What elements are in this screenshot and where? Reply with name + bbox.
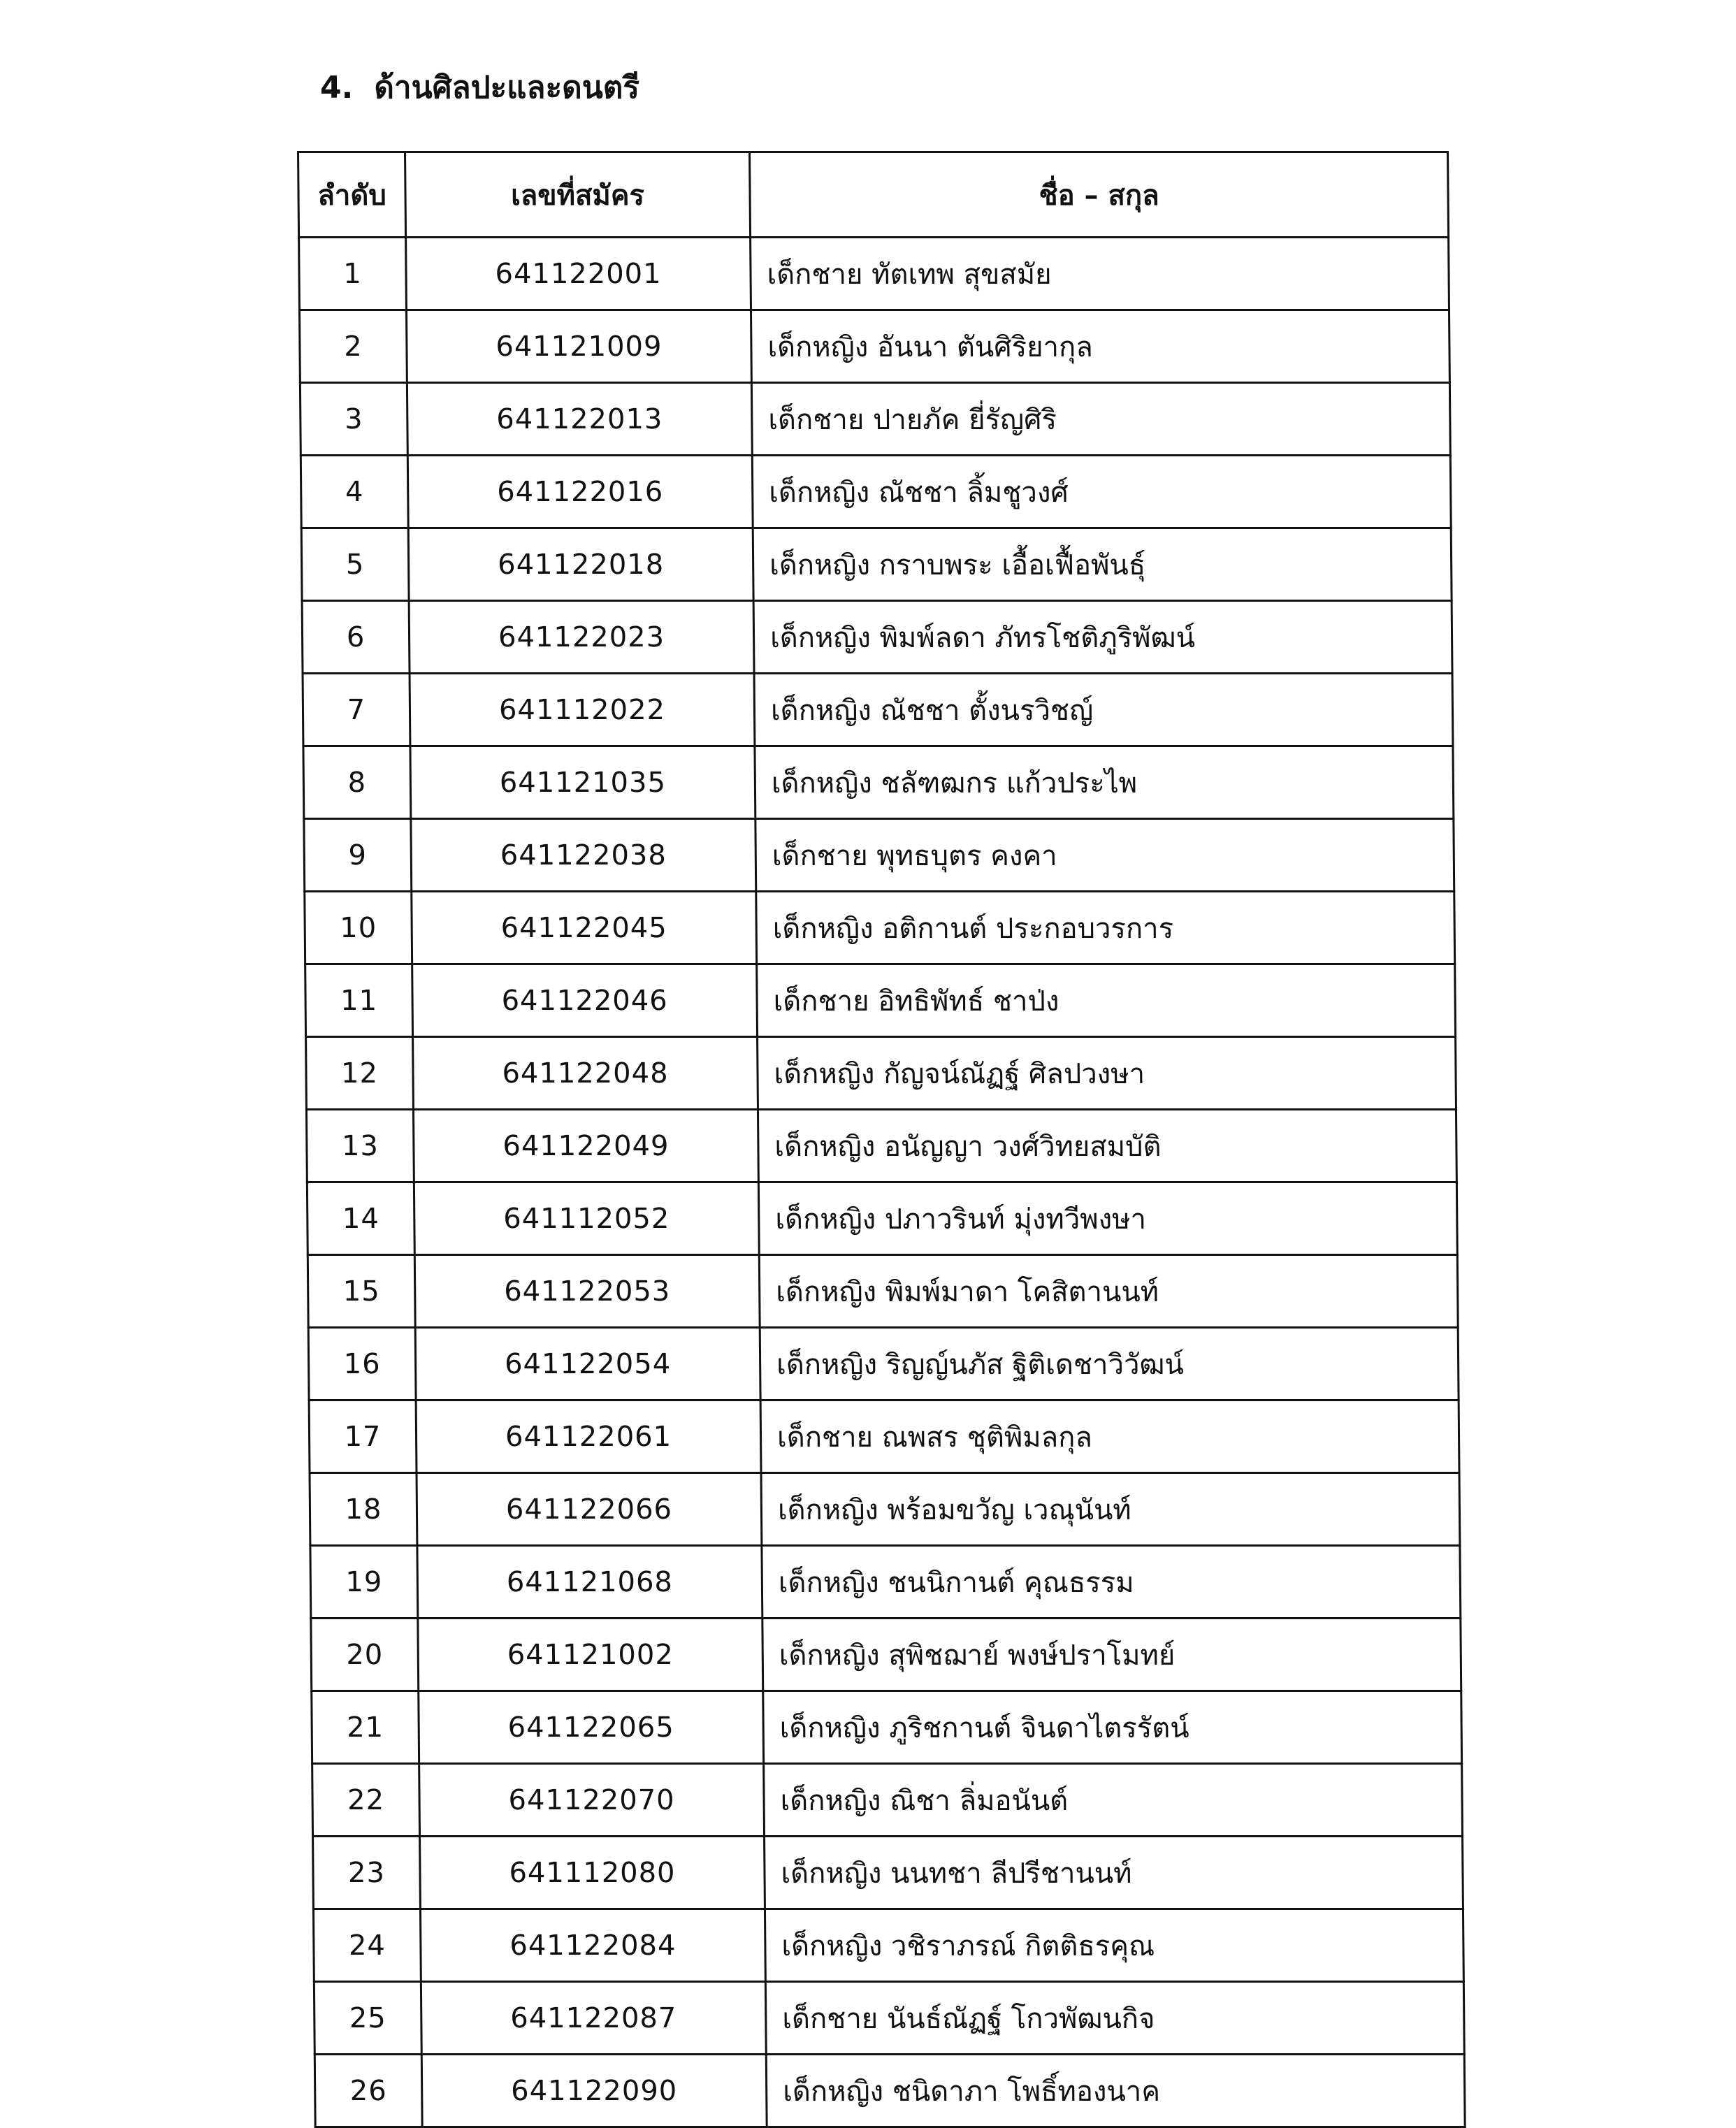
application-number-cell: 641112052 (414, 1182, 759, 1255)
header-row (298, 152, 1449, 238)
table-row (306, 1037, 1456, 1110)
table-row (303, 674, 1453, 746)
full-name-cell: เด็กหญิง วชิราภรณ์ กิตติธรคุณ (765, 1909, 1463, 1982)
order-cell: 6 (302, 601, 410, 674)
table-row (306, 1110, 1456, 1182)
full-name-cell: เด็กหญิง ณิชา ลิ่มอนันต์ (764, 1764, 1463, 1837)
table-row (314, 2055, 1465, 2127)
full-name-cell: เด็กหญิง ภูริชกานต์ จินดาไตรรัตน์ (763, 1691, 1462, 1764)
table-row (314, 1982, 1464, 2055)
results-table (297, 151, 1466, 2128)
application-number-cell: 641122016 (407, 456, 753, 528)
full-name-cell: เด็กชาย ทัตเทพ สุขสมัย (751, 238, 1449, 310)
order-cell: 15 (308, 1255, 415, 1328)
table-row (310, 1546, 1461, 1619)
order-cell: 2 (299, 310, 407, 383)
section-heading (320, 63, 639, 112)
order-cell: 3 (300, 383, 407, 456)
application-number-cell: 641122048 (413, 1037, 758, 1110)
order-cell: 8 (303, 746, 411, 819)
application-number-cell: 641122013 (407, 383, 752, 456)
order-cell: 18 (310, 1473, 417, 1546)
section-title: ด้านศิลปะและดนตรี (374, 70, 639, 106)
full-name-cell: เด็กหญิง พิมพ์มาดา โคสิตานนท์ (759, 1255, 1458, 1328)
order-cell: 21 (312, 1691, 419, 1764)
full-name-cell: เด็กหญิง ชนนิกานต์ คุณธรรม (762, 1546, 1461, 1619)
order-cell: 12 (306, 1037, 414, 1110)
application-number-cell: 641122061 (416, 1400, 761, 1473)
order-cell: 1 (299, 238, 407, 310)
full-name-cell: เด็กหญิง อันนา ตันศิริยากุล (751, 310, 1449, 383)
full-name-cell: เด็กหญิง กัญจน์ณัฏฐ์ ศิลปวงษา (758, 1037, 1456, 1110)
application-number-cell: 641122090 (421, 2055, 767, 2127)
table-row (299, 238, 1449, 310)
full-name-cell: เด็กหญิง ชลัฑฒกร แก้วประไพ (755, 746, 1454, 819)
full-name-cell: เด็กหญิง นนทชา ลีปรีชานนท์ (765, 1837, 1463, 1909)
table-row (305, 964, 1456, 1037)
order-cell: 4 (301, 456, 408, 528)
application-number-cell: 641121009 (406, 310, 751, 383)
full-name-cell: เด็กหญิง กราบพระ เอื้อเฟื้อพันธุ์ (753, 528, 1452, 601)
application-number-cell: 641122046 (412, 964, 758, 1037)
order-cell: 26 (314, 2055, 422, 2127)
full-name-cell: เด็กหญิง ณัชชา ตั้งนรวิชญ์ (754, 674, 1453, 746)
full-name-cell: เด็กหญิง พิมพ์ลดา ภัทรโชติภูริพัฒน์ (753, 601, 1452, 674)
order-cell: 11 (305, 964, 413, 1037)
order-cell: 22 (312, 1764, 420, 1837)
table-row (304, 819, 1454, 892)
section-number: 4. (320, 70, 354, 106)
full-name-cell: เด็กหญิง ณัชชา ลิ้มชูวงศ์ (752, 456, 1451, 528)
table-row (302, 601, 1452, 674)
table-row (312, 1691, 1462, 1764)
application-number-cell: 641122018 (408, 528, 753, 601)
table-row (310, 1473, 1460, 1546)
application-number-cell: 641122065 (419, 1691, 764, 1764)
column-header-application-number: เลขที่สมัคร (405, 152, 751, 238)
order-cell: 14 (307, 1182, 414, 1255)
order-cell: 9 (304, 819, 412, 892)
table-row (308, 1255, 1458, 1328)
full-name-cell: เด็กหญิง สุพิชฌาย์ พงษ์ปราโมทย์ (762, 1619, 1461, 1691)
column-header-full-name: ชื่อ – สกุล (750, 152, 1449, 238)
full-name-cell: เด็กหญิง อนัญญา วงศ์วิทยสมบัติ (758, 1110, 1456, 1182)
full-name-cell: เด็กชาย อิทธิพัทธ์ ชาป่ง (757, 964, 1456, 1037)
order-cell: 24 (313, 1909, 421, 1982)
application-number-cell: 641112080 (420, 1837, 765, 1909)
table-row (300, 383, 1450, 456)
table-row (299, 310, 1449, 383)
order-cell: 7 (303, 674, 410, 746)
application-number-cell: 641121068 (417, 1546, 762, 1619)
application-number-cell: 641122053 (414, 1255, 760, 1328)
application-number-cell: 641121002 (418, 1619, 763, 1691)
application-number-cell: 641122054 (415, 1328, 760, 1400)
table-row (311, 1619, 1461, 1691)
application-number-cell: 641122070 (419, 1764, 765, 1837)
full-name-cell: เด็กหญิง ชนิดาภา โพธิ์ทองนาค (766, 2055, 1465, 2127)
column-header-order: ลำดับ (298, 152, 406, 238)
application-number-cell: 641122045 (412, 892, 757, 964)
table-row (308, 1328, 1459, 1400)
order-cell: 5 (301, 528, 409, 601)
table-row (301, 456, 1451, 528)
application-number-cell: 641122001 (406, 238, 751, 310)
full-name-cell: เด็กชาย นันธ์ณัฏฐ์ โกวพัฒนกิจ (765, 1982, 1464, 2055)
full-name-cell: เด็กหญิง พร้อมขวัญ เวณุนันท์ (761, 1473, 1460, 1546)
full-name-cell: เด็กชาย ปายภัค ยี่รัญศิริ (751, 383, 1450, 456)
table-row (301, 528, 1452, 601)
order-cell: 17 (309, 1400, 417, 1473)
table-body (299, 238, 1466, 2127)
table-row (313, 1909, 1463, 1982)
order-cell: 13 (306, 1110, 414, 1182)
full-name-cell: เด็กชาย พุทธบุตร คงคา (755, 819, 1454, 892)
full-name-cell: เด็กชาย ณพสร ชุติพิมลกุล (760, 1400, 1459, 1473)
order-cell: 16 (308, 1328, 416, 1400)
order-cell: 10 (305, 892, 412, 964)
application-number-cell: 641121035 (410, 746, 755, 819)
full-name-cell: เด็กหญิง ปภาวรินท์ มุ่งทวีพงษา (758, 1182, 1457, 1255)
application-number-cell: 641122049 (413, 1110, 758, 1182)
application-number-cell: 641122023 (409, 601, 754, 674)
order-cell: 23 (313, 1837, 421, 1909)
table-row (307, 1182, 1457, 1255)
table-row (309, 1400, 1459, 1473)
application-number-cell: 641122038 (411, 819, 756, 892)
application-number-cell: 641112022 (410, 674, 755, 746)
table-row (303, 746, 1454, 819)
application-number-cell: 641122087 (421, 1982, 766, 2055)
order-cell: 20 (311, 1619, 419, 1691)
full-name-cell: เด็กหญิง อติกานต์ ประกอบวรการ (756, 892, 1455, 964)
order-cell: 25 (314, 1982, 421, 2055)
full-name-cell: เด็กหญิง ริญญ์นภัส ฐิติเดชาวิวัฒน์ (760, 1328, 1459, 1400)
order-cell: 19 (310, 1546, 418, 1619)
application-number-cell: 641122066 (417, 1473, 762, 1546)
table-row (312, 1764, 1463, 1837)
table-row (305, 892, 1455, 964)
application-number-cell: 641122084 (420, 1909, 765, 1982)
table-row (313, 1837, 1463, 1909)
